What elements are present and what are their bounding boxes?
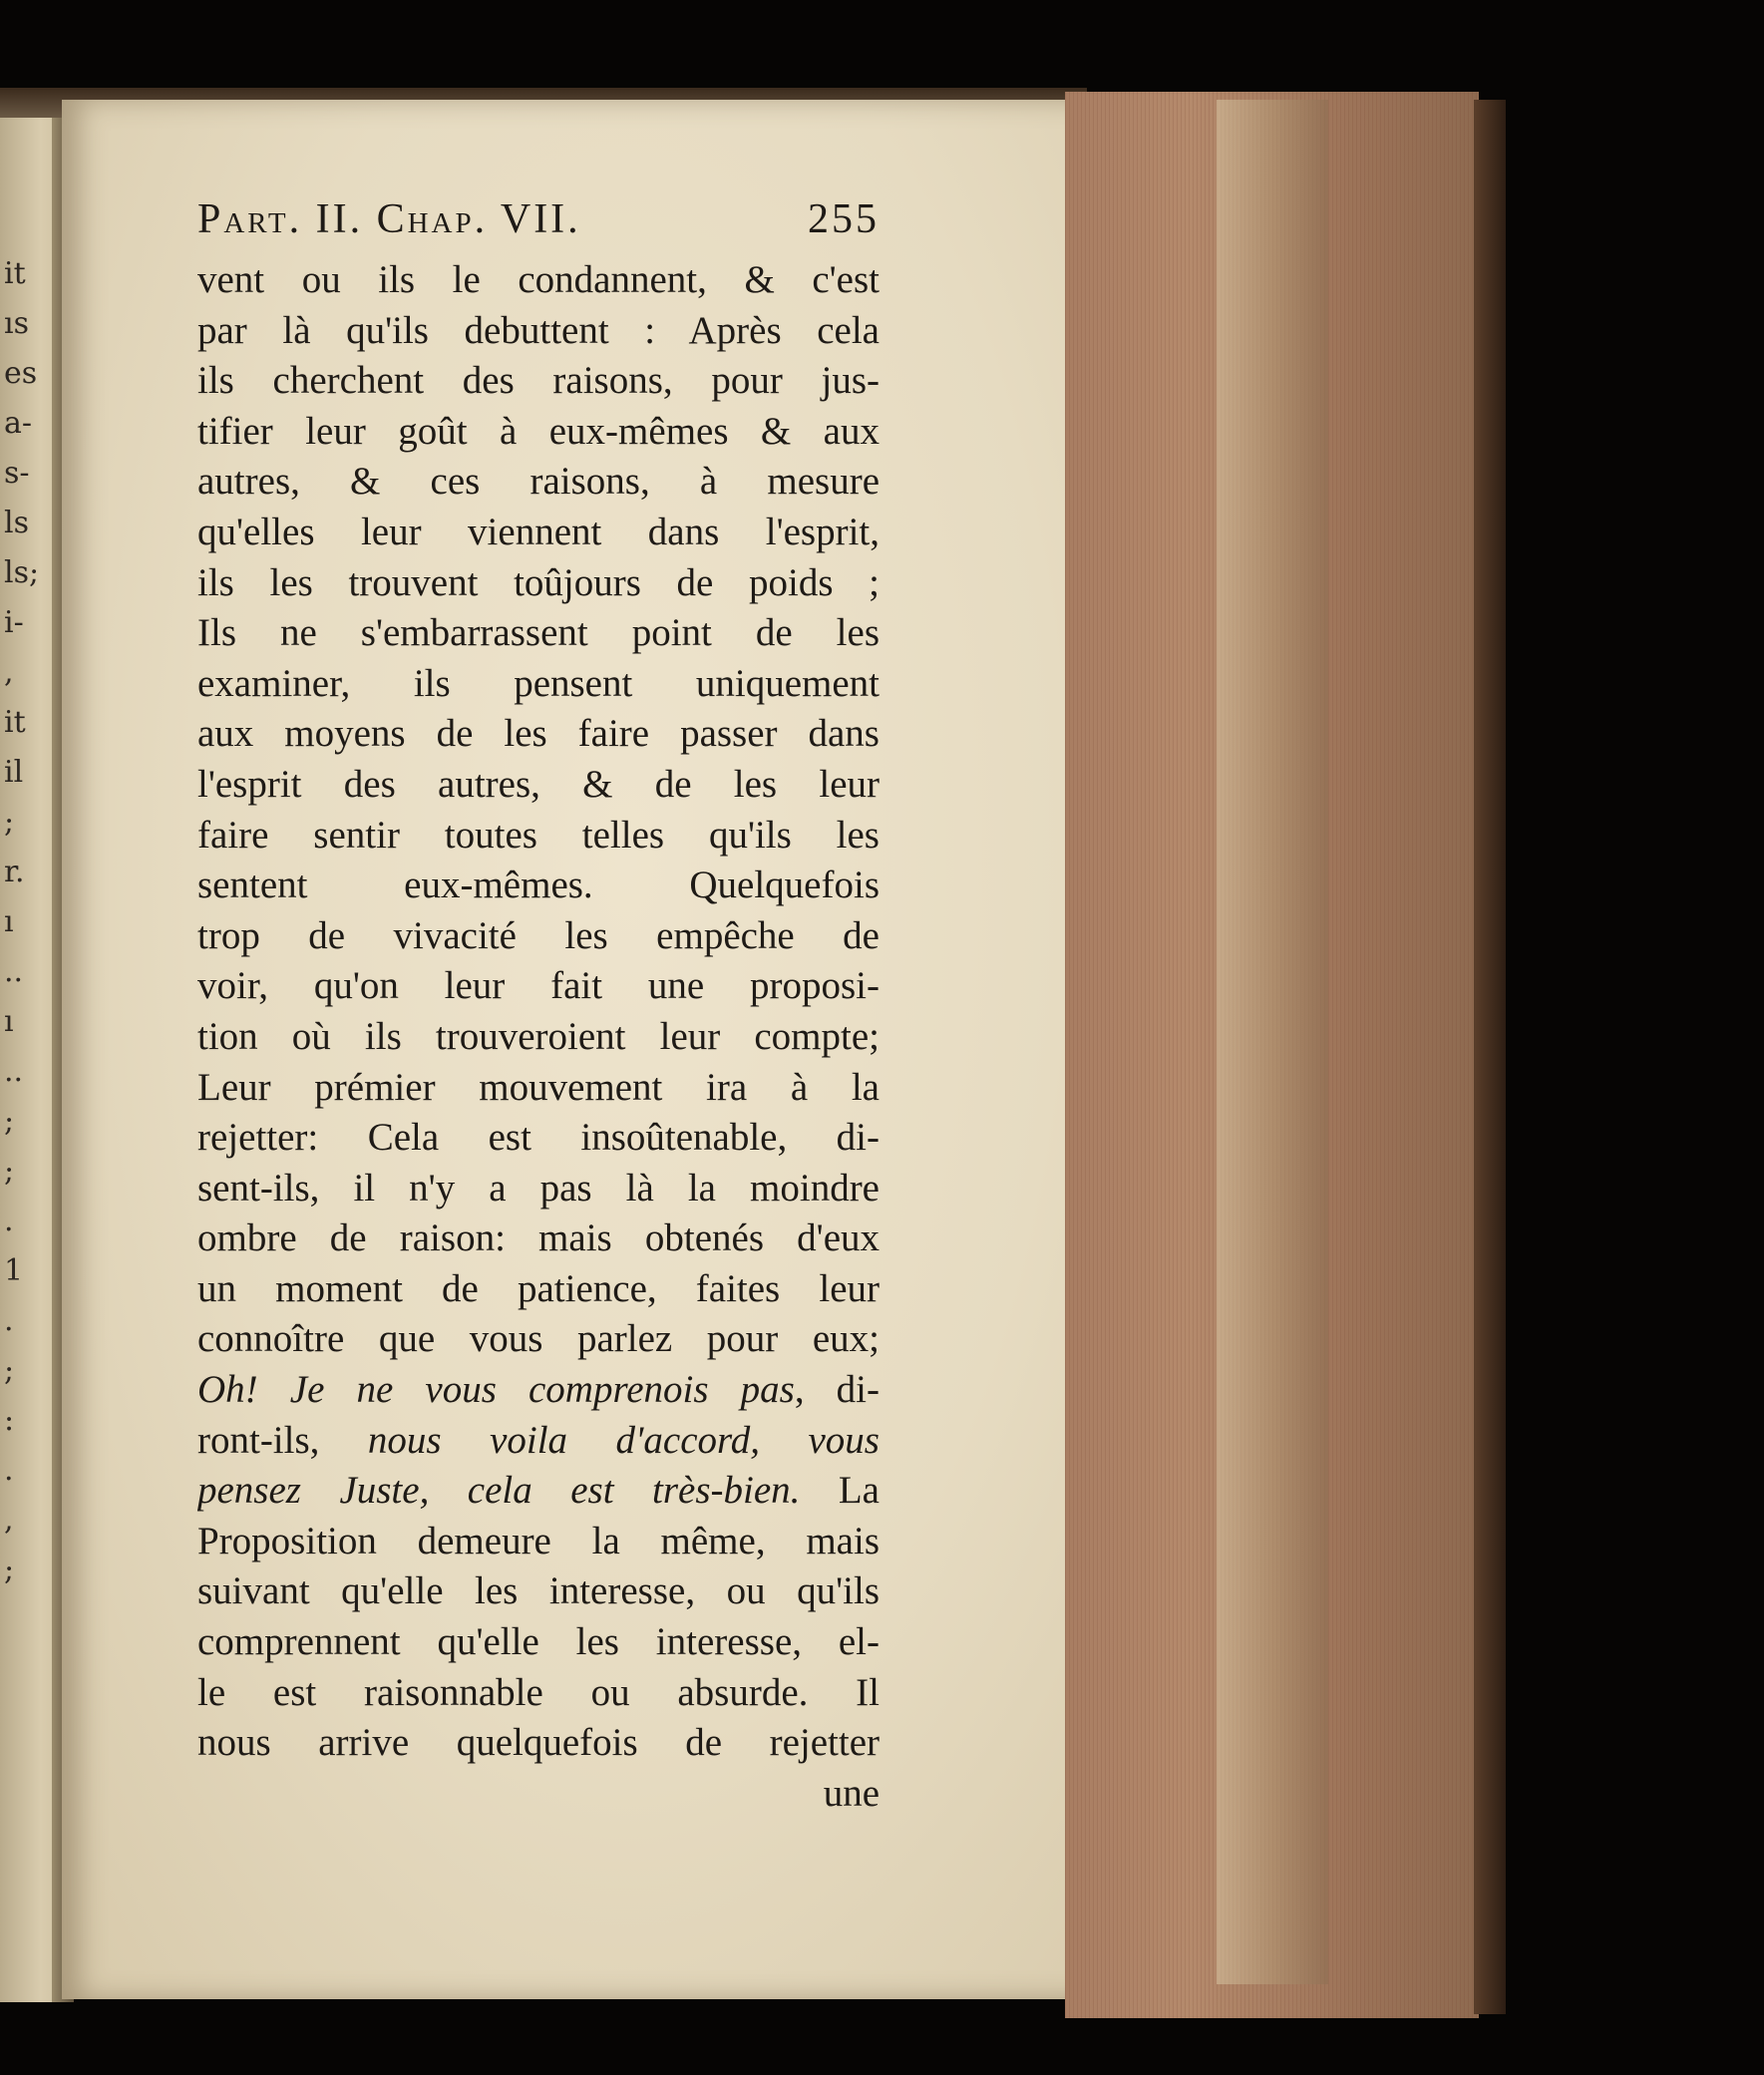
text-line: sent-ils, il n'y a pas là la moindre xyxy=(197,1166,880,1210)
previous-page-fragment: ; xyxy=(4,1353,15,1388)
previous-page-fragment: i- xyxy=(4,605,24,640)
text-segment: La xyxy=(800,1469,880,1513)
text-segment: Oh! Je ne vous comprenois pas xyxy=(197,1368,795,1412)
previous-page-fragment: ls; xyxy=(4,555,40,590)
text-line: l'esprit des autres, & de les leur xyxy=(197,762,880,806)
previous-page-fragments xyxy=(4,249,44,1595)
text-line: nous arrive quelquefois de rejetter xyxy=(197,1721,880,1765)
text-line: comprennent qu'elle les interesse, el- xyxy=(197,1620,880,1664)
text-segment: ront-ils, xyxy=(197,1418,368,1462)
previous-page-fragment: . xyxy=(4,1453,14,1488)
book-cover-edge xyxy=(1474,100,1506,2014)
text-line: trop de vivacité les empêche de xyxy=(197,913,880,957)
previous-page-fragment: , xyxy=(4,655,14,690)
text-line: autres, & ces raisons, à mesure xyxy=(197,460,880,504)
previous-page-fragment: ; xyxy=(4,1104,15,1139)
previous-page-fragment: .. xyxy=(4,1054,24,1089)
text-line: un moment de patience, faites leur xyxy=(197,1266,880,1310)
page-text-block xyxy=(197,195,880,1819)
previous-page-fragment: it xyxy=(4,705,26,740)
text-line: le est raisonnable ou absurde. Il xyxy=(197,1670,880,1714)
previous-page-fragment: s- xyxy=(4,456,30,491)
previous-page-fragment: . xyxy=(4,1303,14,1338)
text-line: voir, qu'on leur fait une proposi- xyxy=(197,964,880,1008)
previous-page-fragment: ls xyxy=(4,506,29,540)
text-line: aux moyens de les faire passer dans xyxy=(197,712,880,756)
body-text xyxy=(197,255,880,1819)
text-line: vent ou ils le condannent, & c'est xyxy=(197,258,880,301)
previous-page-fragment: ; xyxy=(4,805,15,840)
previous-page-fragment: it xyxy=(4,256,26,291)
text-line: qu'elles leur viennent dans l'esprit, xyxy=(197,510,880,553)
text-line: tifier leur goût à eux-mêmes & aux xyxy=(197,409,880,453)
text-segment: nous voila d'accord, vous xyxy=(367,1418,880,1462)
book-fore-edge-shading xyxy=(1217,100,1328,1984)
running-head xyxy=(197,195,880,255)
text-line: ils cherchent des raisons, pour jus- xyxy=(197,359,880,403)
previous-page-fragment: ıs xyxy=(4,306,29,341)
text-line: examiner, ils pensent uniquement xyxy=(197,661,880,705)
previous-page-fragment: 1 xyxy=(4,1253,24,1288)
text-line: Proposition demeure la même, mais xyxy=(197,1519,880,1562)
text-line: sentent eux-mêmes. Quelquefois xyxy=(197,864,880,907)
running-head-title: Part. II. Chap. VII. xyxy=(197,196,581,242)
text-line: ombre de raison: mais obtenés d'eux xyxy=(197,1216,880,1260)
text-line: Ils ne s'embarrassent point de les xyxy=(197,611,880,655)
text-segment: pensez Juste, cela est très-bien. xyxy=(197,1469,801,1513)
previous-page-fragment: . xyxy=(4,1204,14,1238)
previous-page-fragment: ; xyxy=(4,1553,15,1587)
text-line: connoître que vous parlez pour eux; xyxy=(197,1317,880,1361)
text-line xyxy=(197,1466,880,1517)
previous-page-fragment: a- xyxy=(4,406,33,441)
previous-page-fragment: r. xyxy=(4,855,25,889)
text-line: rejetter: Cela est insoûtenable, di- xyxy=(197,1116,880,1160)
text-line: par là qu'ils debuttent : Après cela xyxy=(197,308,880,352)
text-line xyxy=(197,1416,880,1467)
previous-page-fragment: ; xyxy=(4,1154,15,1189)
text-line: suivant qu'elle les interesse, ou qu'ils xyxy=(197,1569,880,1613)
previous-page-fragment: ı xyxy=(4,1004,14,1039)
previous-page-fragment: , xyxy=(4,1503,14,1538)
text-line: une xyxy=(823,1771,880,1815)
previous-page-fragment: il xyxy=(4,755,24,790)
text-line: tion où ils trouveroient leur compte; xyxy=(197,1014,880,1058)
previous-page-fragment: .. xyxy=(4,954,24,989)
previous-page-fragment: ı xyxy=(4,904,14,939)
text-line xyxy=(197,1365,880,1416)
previous-page-fragment: es xyxy=(4,356,38,391)
text-line: Leur prémier mouvement ira à la xyxy=(197,1065,880,1109)
text-line: faire sentir toutes telles qu'ils les xyxy=(197,813,880,857)
text-segment: , di- xyxy=(794,1368,880,1412)
previous-page-fragment: : xyxy=(4,1403,15,1438)
text-line: ils les trouvent toûjours de poids ; xyxy=(197,560,880,604)
page-number: 255 xyxy=(808,196,880,242)
